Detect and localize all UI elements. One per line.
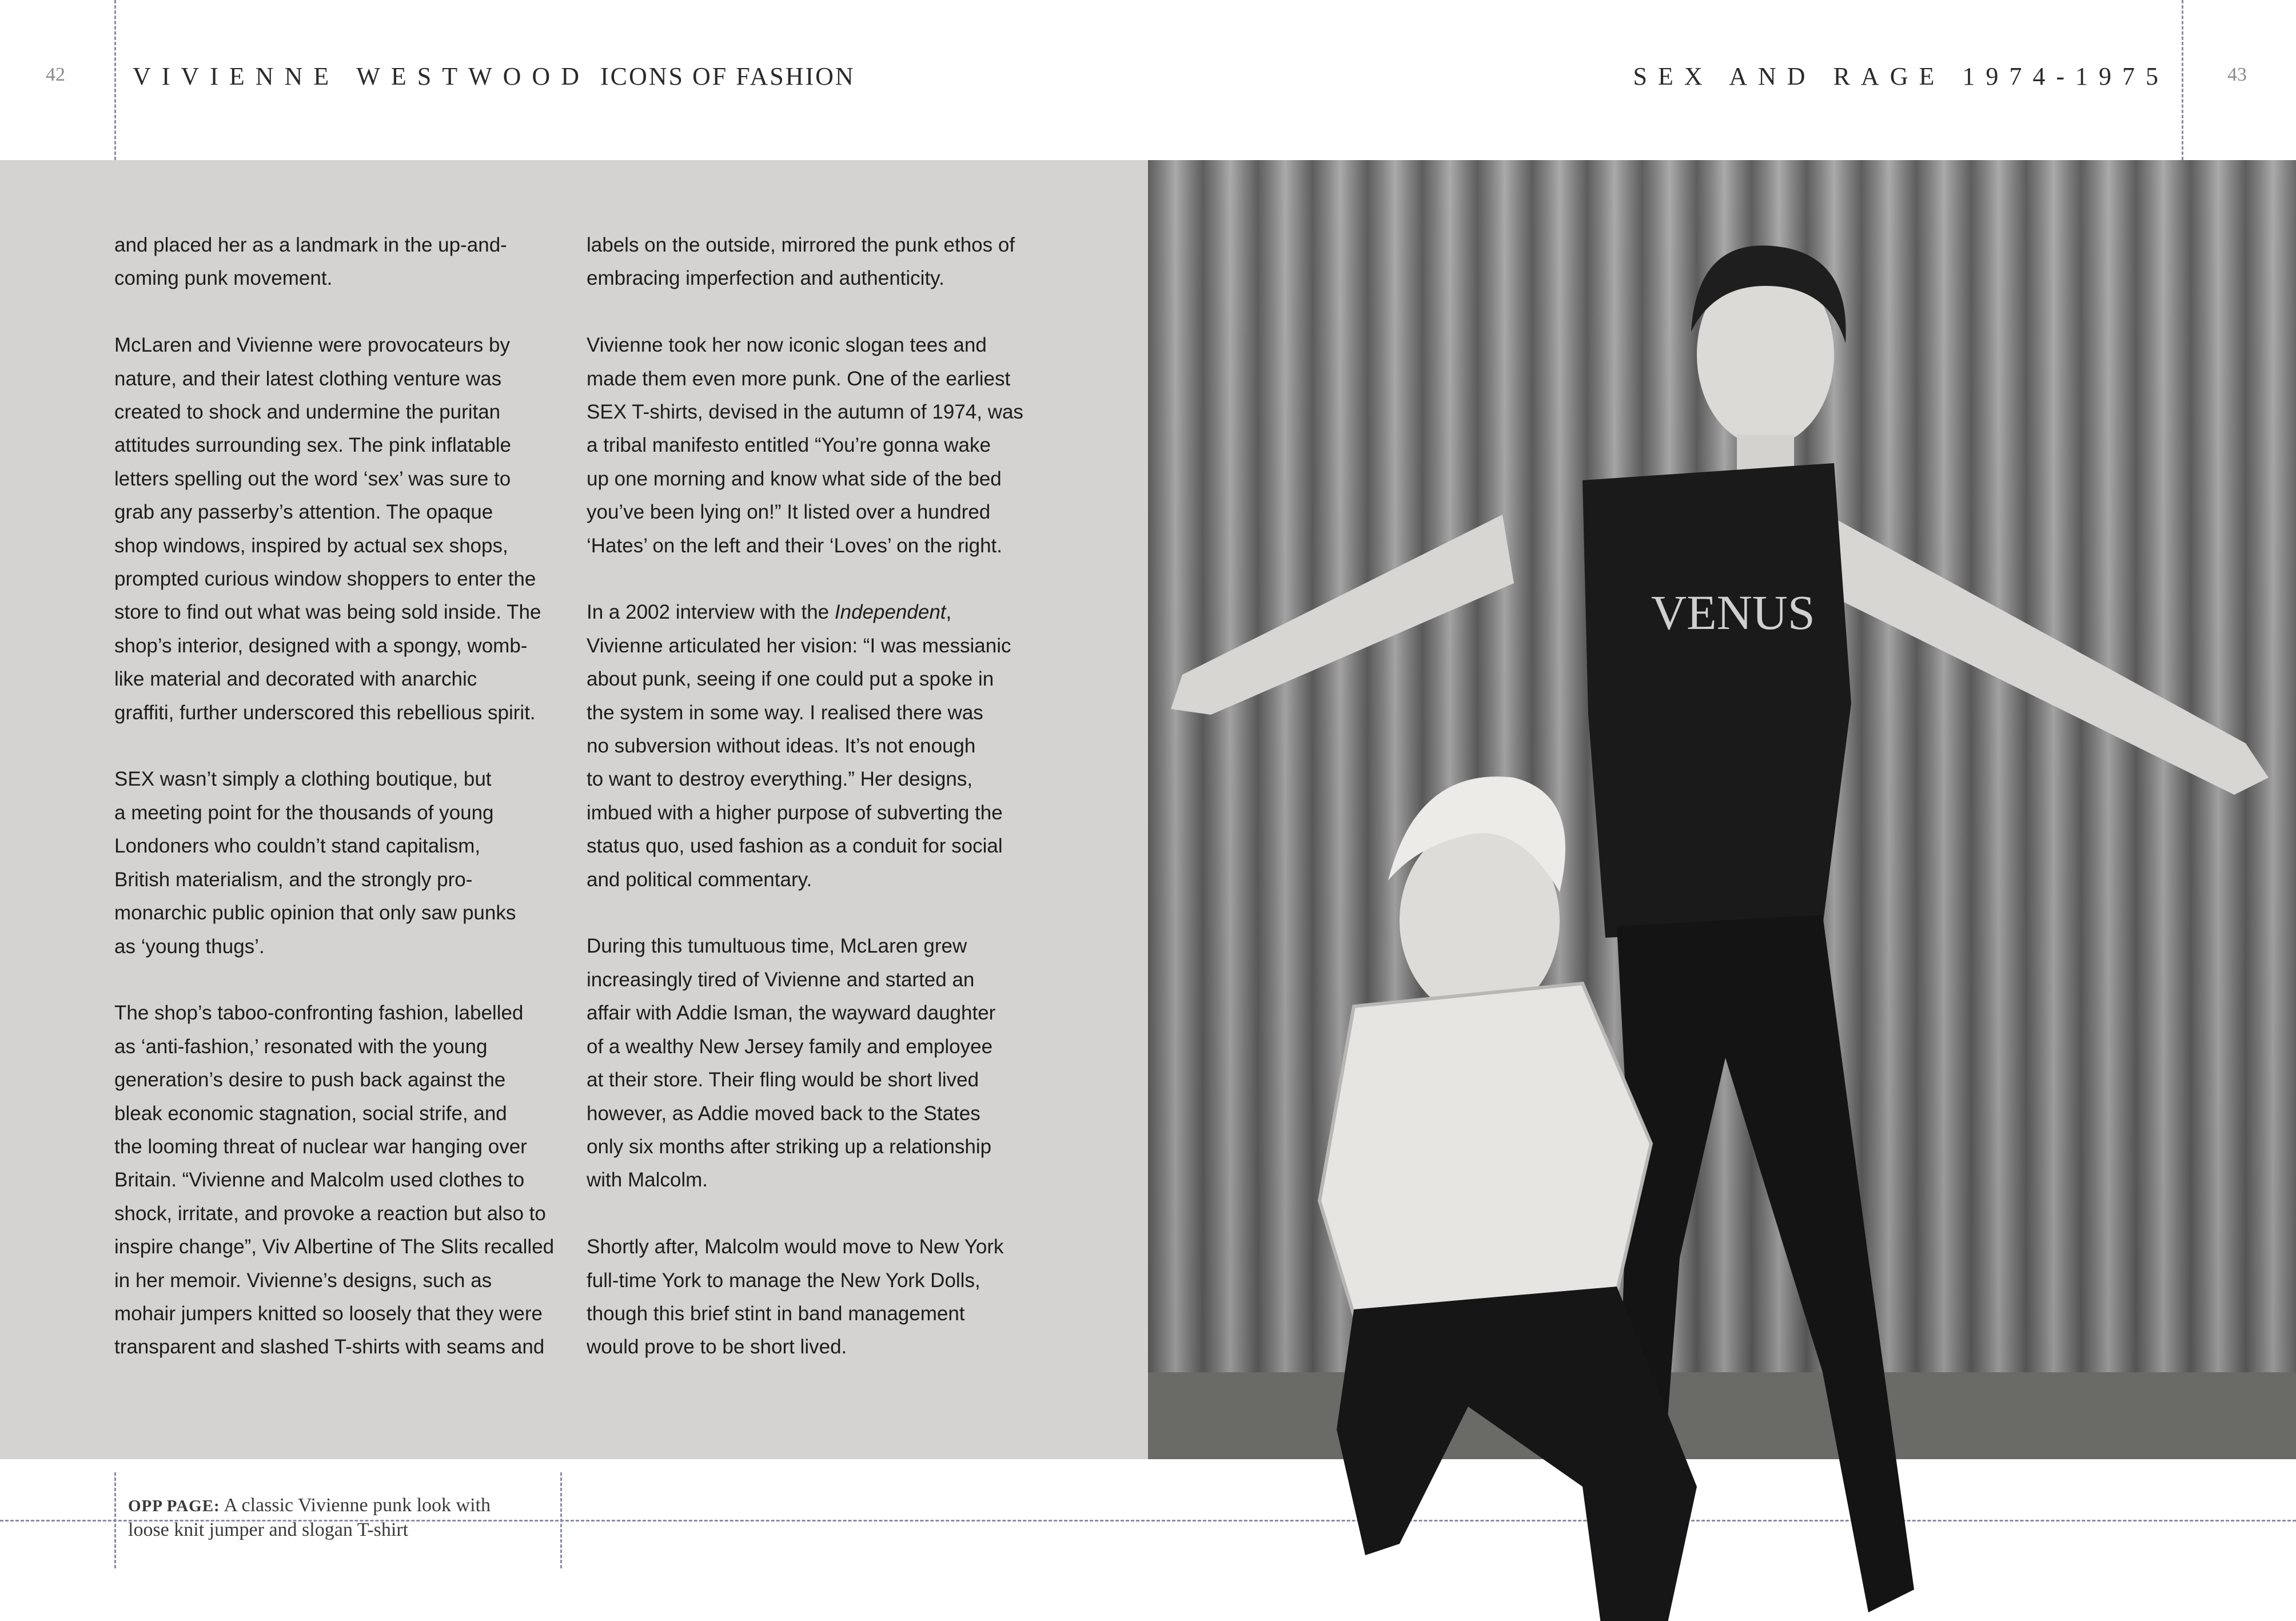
- body-column-left: [114, 229, 572, 1397]
- book-subtitle: ICONS OF FASHION: [600, 62, 855, 90]
- photograph: [1148, 160, 2296, 1459]
- photo-illustration: [1148, 114, 2296, 1544]
- caption-label: OPP PAGE:: [128, 1497, 220, 1515]
- ground: [1148, 1372, 2296, 1459]
- body-column-right: [587, 229, 1044, 1397]
- photo-caption: [128, 1493, 551, 1542]
- caption-rule-right: [560, 1472, 562, 1568]
- paragraph: [587, 596, 1044, 897]
- shirt-text: VENUS: [1651, 585, 1815, 640]
- chapter-title: SEX AND RAGE 1974-1975: [1633, 62, 2169, 90]
- paragraph: labels on the outside, mirrored the punk ethos of embracing imperfection and authenticity.: [587, 234, 1015, 290]
- paragraph: SEX wasn’t simply a clothing boutique, but a meeting point for the thousands of young Londoners who couldn’t stand capitalism, British materialism, and the strongly pro- monarchic public opinion that only saw punks as ‘young thugs’.: [114, 768, 516, 958]
- caption-rule-left: [114, 1472, 116, 1568]
- paragraph: Vivienne took her now iconic slogan tees and made them even more punk. One of the earliest SEX T-shirts, devised in the autumn of 1974, was a tribal manifesto entitled “You’re gonna wake up one morning and know what side of the bed you’ve been lying on!” It listed over a hundred ‘Hates’ on the left and their ‘Loves’ on the right.: [587, 334, 1023, 557]
- paragraph: The shop’s taboo-confronting fashion, labelled as ‘anti-fashion,’ resonated with the young generation’s desire to push back against the bleak economic stagnation, social strife, and the looming threat of nuclear war hanging over Britain. “Vivienne and Malcolm used clothes to shock, irritate, and provoke a reaction but also to inspire change”, Viv Albertine of The Slits recalled in her memoir. Vivienne’s designs, such as mohair jumpers knitted so loosely that they were transparent and slashed T-shirts with seams and: [114, 1002, 555, 1359]
- paragraph: and placed her as a landmark in the up-and- coming punk movement.: [114, 234, 507, 290]
- text-run: , Vivienne articulated her vision: “I was messianic about punk, seeing if one could put a spoke in the system in some way. I realised there was no subversion without ideas. It’s not enough to want to destroy everything.” Her designs, imbued with a higher purpose of subverting the status quo, used fashion as a conduit for social and political commentary.: [587, 601, 1011, 891]
- header-rule-left: [114, 0, 116, 160]
- paragraph: Shortly after, Malcolm would move to New York full-time York to manage the New York Dolls, though this brief stint in band management would prove to be short lived.: [587, 1236, 1004, 1359]
- publication-name: Independent: [834, 601, 946, 624]
- tank-top: [1583, 463, 1851, 938]
- running-header-left: [133, 62, 855, 91]
- text-run: In a 2002 interview with the: [587, 601, 835, 624]
- right-page-number: 43: [2227, 64, 2247, 85]
- caption-text: A classic Vivienne punk look with loose knit jumper and slogan T-shirt: [128, 1495, 491, 1540]
- knit-jumper: [1320, 983, 1651, 1315]
- book-title: VIVIENNE WESTWOOD: [133, 62, 590, 90]
- left-page-number: 42: [46, 64, 65, 85]
- paragraph: During this tumultuous time, McLaren grew increasingly tired of Vivienne and started an affair with Addie Isman, the wayward daughter of a wealthy New Jersey family and employee at their store. Their fling would be short lived however, as Addie moved back to the States only six months after striking up a relationship with Malcolm.: [587, 935, 996, 1192]
- paragraph: McLaren and Vivienne were provocateurs by nature, and their latest clothing venture was created to shock and undermine the puritan attitudes surrounding sex. The pink inflatable letters spelling out the word ‘sex’ was sure to grab any passerby’s attention. The opaque shop windows, inspired by actual sex shops, prompted curious window shoppers to enter the store to find out what was being sold inside. The shop’s interior, designed with a spongy, womb- like material and decorated with anarchic graffiti, further underscored this rebellious spirit.: [114, 334, 541, 724]
